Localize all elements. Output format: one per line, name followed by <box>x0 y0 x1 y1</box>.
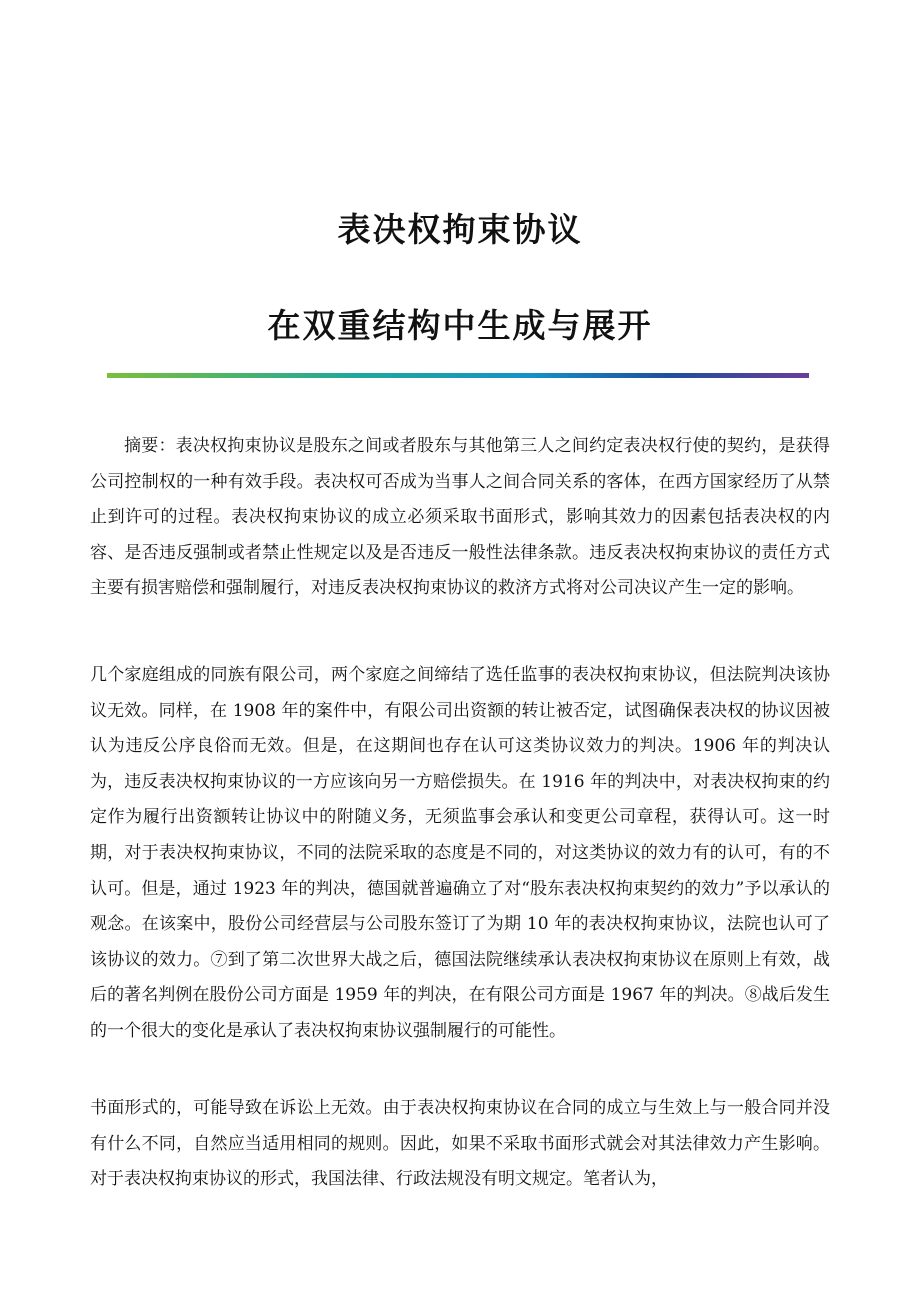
body-paragraph: 几个家庭组成的同族有限公司，两个家庭之间缔结了选任监事的表决权拘束协议，但法院判决该协议无效。同样，在 1908 年的案件中，有限公司出资额的转让被否定，试图确保表决权的协议因被认为违反公序良俗而无效。但是，在这期间也存在认可这类协议效力的判决。1906 年的判决认为，违反表决权拘束协议的一方应该向另一方赔偿损失。在 1916 年的判决中，对表决权拘束的约定作为履行出资额转让协议中的附随义务，无须监事会承认和变更公司章程，获得认可。这一时期，对于表决权拘束协议，不同的法院采取的态度是不同的，对这类协议的效力有的认可，有的不认可。但是，通过 1923 年的判决，德国就普遍确立了对“股东表决权拘束契约的效力”予以承认的观念。在该案中，股份公司经营层与公司股东签订了为期 10 年的表决权拘束协议，法院也认可了该协议的效力。⑦到了第二次世界大战之后，德国法院继续承认表决权拘束协议在原则上有效，战后的著名判例在股份公司方面是 1959 年的判决，在有限公司方面是 1967 年的判决。⑧战后发生的一个很大的变化是承认了表决权拘束协议强制履行的可能性。 <box>90 665 830 1041</box>
document-title-line-2: 在双重结构中生成与展开 <box>267 306 653 346</box>
document-title-line-1: 表决权拘束协议 <box>337 210 583 250</box>
title-divider <box>107 373 809 378</box>
body-paragraph: 书面形式的，可能导致在诉讼上无效。由于表决权拘束协议在合同的成立与生效上与一般合同并没有什么不同，自然应当适用相同的规则。因此，如果不采取书面形式就会对其法律效力产生影响。对于表决权拘束协议的形式，我国法律、行政法规没有明文规定。笔者认为， <box>90 1098 830 1190</box>
abstract-paragraph: 摘要：表决权拘束协议是股东之间或者股东与其他第三人之间约定表决权行使的契约，是获得公司控制权的一种有效手段。表决权可否成为当事人之间合同关系的客体，在西方国家经历了从禁止到许可的过程。表决权拘束协议的成立必须采取书面形式，影响其效力的因素包括表决权的内容、是否违反强制或者禁止性规定以及是否违反一般性法律条款。违反表决权拘束协议的责任方式主要有损害赔偿和强制履行，对违反表决权拘束协议的救济方式将对公司决议产生一定的影响。 <box>90 436 830 599</box>
